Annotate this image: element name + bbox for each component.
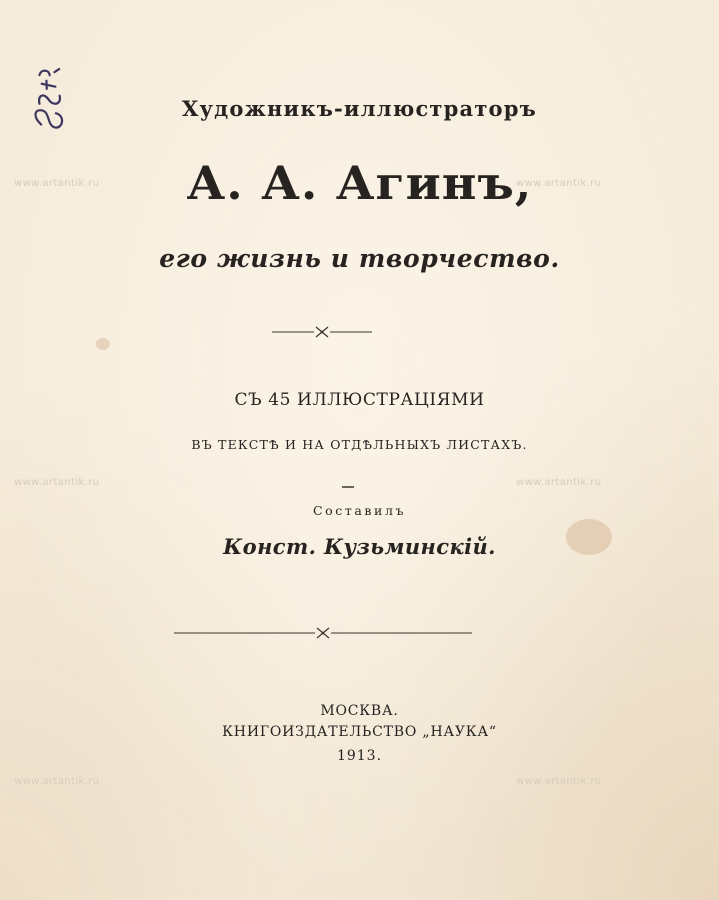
imprint-publisher: КНИГОИЗДАТЕЛЬСТВО „НАУКА“ (222, 724, 497, 740)
stamp-text (6, 42, 12, 43)
title-subheading: его жизнь и творчество. (159, 244, 560, 273)
watermark: www.artantik.ru (516, 477, 602, 488)
illustrations-placement: ВЪ ТЕКСТѢ И НА ОТДѢЛЬНЫХЪ ЛИСТАХЪ. (191, 437, 528, 452)
watermark: www.artantik.ru (14, 776, 100, 787)
compiled-by-label: Составилъ (312, 503, 407, 518)
watermark: www.artantik.ru (14, 477, 100, 488)
watermark: www.artantik.ru (14, 178, 100, 189)
ornament-divider-icon (172, 626, 474, 640)
paper-stain (96, 338, 110, 350)
imprint-year: 1913. (336, 748, 383, 764)
artist-subtitle: Художникъ-иллюстраторъ (182, 96, 537, 121)
imprint-city: МОСКВА. (320, 703, 399, 719)
handwritten-mark-icon (6, 42, 78, 142)
page-title: А. А. Агинъ, (186, 156, 533, 210)
handwritten-price-stamp (6, 42, 78, 142)
author-name: Конст. Кузьминскій. (223, 534, 496, 559)
watermark: www.artantik.ru (516, 178, 602, 189)
ornament-divider-icon (270, 325, 374, 339)
dash-ornament-icon (341, 484, 355, 490)
watermark: www.artantik.ru (516, 776, 602, 787)
illustrations-count: СЪ 45 ИЛЛЮСТРАЦІЯМИ (234, 390, 485, 410)
